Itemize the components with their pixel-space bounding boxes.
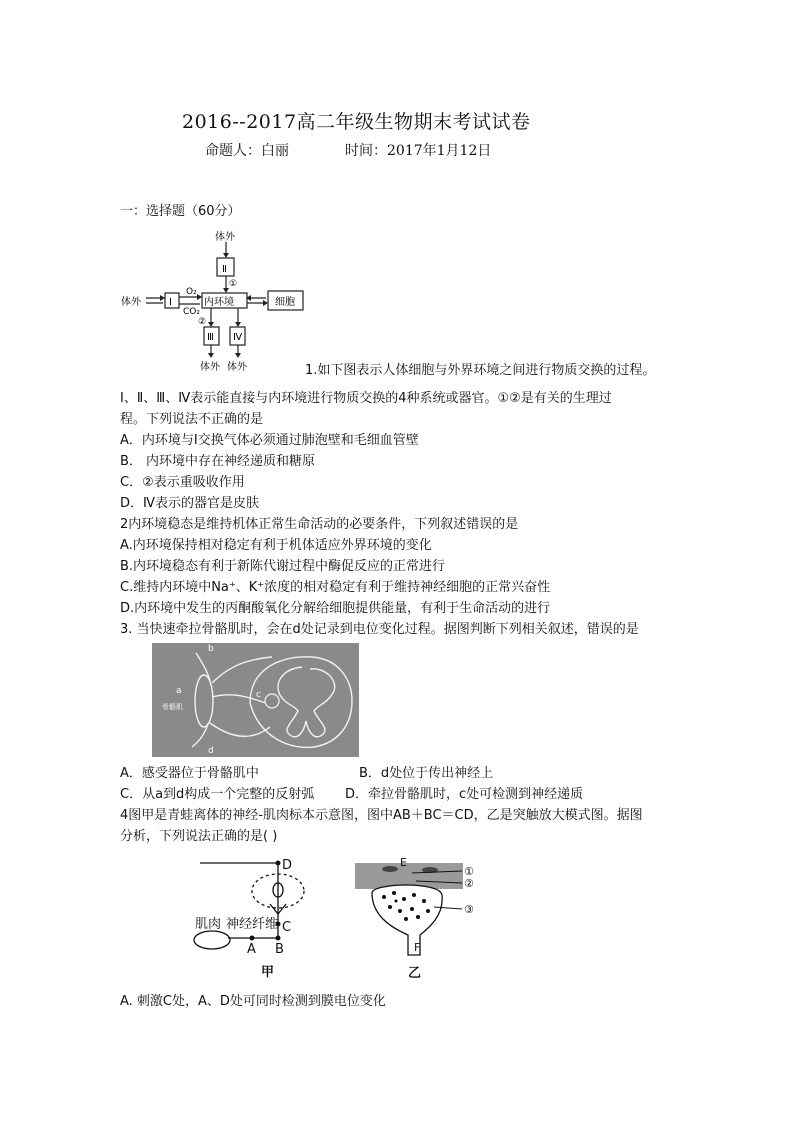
nerve-muscle-figure <box>190 852 330 982</box>
synapse-figure <box>350 855 485 983</box>
q1-stem-line3: 程。下列说法不正确的是 <box>120 412 264 427</box>
q1-option-c: C．②表示重吸收作用 <box>120 475 245 490</box>
fig-label-mark-2: ② <box>464 877 474 890</box>
fig-label-D: D <box>282 858 293 873</box>
section-heading: 一：选择题（60分） <box>120 204 241 219</box>
q1-option-d: D．Ⅳ表示的器官是皮肤 <box>120 496 260 511</box>
fig-label-jia: 甲 <box>261 965 275 980</box>
label-mark-1: ① <box>229 279 238 289</box>
fig-label-yi: 乙 <box>408 966 422 981</box>
label-outside-bottom-2: 体外 <box>227 362 247 373</box>
q2-option-b: B.内环境稳态有利于新陈代谢过程中酶促反应的正常进行 <box>120 559 446 574</box>
fig-label-nerve: 神经纤维 <box>226 917 279 932</box>
q2-option-a: A.内环境保持相对稳定有利于机体适应外界环境的变化 <box>120 538 432 553</box>
q1-stem-line1: 1.如下图表示人体细胞与外界环境之间进行物质交换的过程。 <box>305 363 656 378</box>
label-organ-2: Ⅱ <box>222 264 227 275</box>
fig-label-C: C <box>282 920 292 935</box>
label-organ-1: Ⅰ <box>169 297 172 308</box>
label-inner-env: 内环境 <box>204 297 234 308</box>
fig-label-A: A <box>247 942 256 957</box>
q2-stem: 2内环境稳态是维持机体正常生命活动的必要条件，下列叙述错误的是 <box>120 517 519 532</box>
fig-label-mark-1: ① <box>464 865 474 878</box>
label-outside-left: 体外 <box>121 297 141 308</box>
fig-label-muscle: 骨骼肌 <box>162 703 183 711</box>
q4-stem-line1: 4图甲是青蛙离体的神经-肌肉标本示意图，图中AB＋BC＝CD，乙是突触放大模式图。据图 <box>120 808 643 823</box>
exchange-diagram <box>118 228 313 376</box>
fig-label-a: a <box>176 686 182 696</box>
reflex-arc-figure <box>152 643 359 757</box>
q1-option-b: B． 内环境中存在神经递质和糖原 <box>120 454 316 469</box>
q3-stem: 3. 当快速牵拉骨骼肌时，会在d处记录到电位变化过程。据图判断下列相关叙述，错误的是 <box>120 622 639 637</box>
author-label: 命题人：白丽 <box>205 143 289 159</box>
q3-option-d: D．牵拉骨骼肌时，c处可检测到神经递质 <box>345 787 584 802</box>
label-mark-2: ② <box>198 317 207 327</box>
q3-option-b: B．d处位于传出神经上 <box>359 766 494 781</box>
label-co2: CO₂ <box>183 307 200 317</box>
page-title: 2016--2017高二年级生物期末考试试卷 <box>182 111 531 133</box>
date-label: 时间：2017年1月12日 <box>345 143 492 159</box>
fig-label-muscle: 肌肉 <box>195 917 222 932</box>
q1-option-a: A．内环境与Ⅰ交换气体必须通过肺泡壁和毛细血管壁 <box>120 433 419 448</box>
fig-label-mark-3: ③ <box>464 903 474 916</box>
fig-label-c: c <box>256 690 261 700</box>
label-organ-3: Ⅲ <box>207 332 214 343</box>
fig-label-F: F <box>414 941 421 954</box>
fig-label-b: b <box>208 644 214 654</box>
q1-stem-line2: Ⅰ、Ⅱ、Ⅲ、Ⅳ表示能直接与内环境进行物质交换的4种系统或器官。①②是有关的生理过 <box>120 391 612 406</box>
label-organ-4: Ⅳ <box>233 332 243 343</box>
organ-1-box <box>165 293 179 308</box>
label-outside-bottom-1: 体外 <box>200 362 220 373</box>
fig-label-B: B <box>275 942 284 957</box>
label-cell: 细胞 <box>275 297 295 308</box>
q4-option-a: A. 刺激C处，A、D处可同时检测到膜电位变化 <box>120 994 386 1009</box>
label-o2: O₂ <box>186 287 197 297</box>
q4-stem-line2: 分析，下列说法正确的是( ) <box>120 829 278 844</box>
q2-option-c: C.维持内环境中Na⁺、K⁺浓度的相对稳定有利于维持神经细胞的正常兴奋性 <box>120 580 551 595</box>
q3-option-c: C．从a到d构成一个完整的反射弧 <box>120 787 315 802</box>
fig-label-d: d <box>208 746 214 756</box>
q2-option-d: D.内环境中发生的丙酮酸氧化分解给细胞提供能量，有利于生命活动的进行 <box>120 601 551 616</box>
q3-option-a: A．感受器位于骨骼肌中 <box>120 766 259 781</box>
label-outside-top: 体外 <box>215 232 235 243</box>
fig-label-E: E <box>400 856 407 869</box>
